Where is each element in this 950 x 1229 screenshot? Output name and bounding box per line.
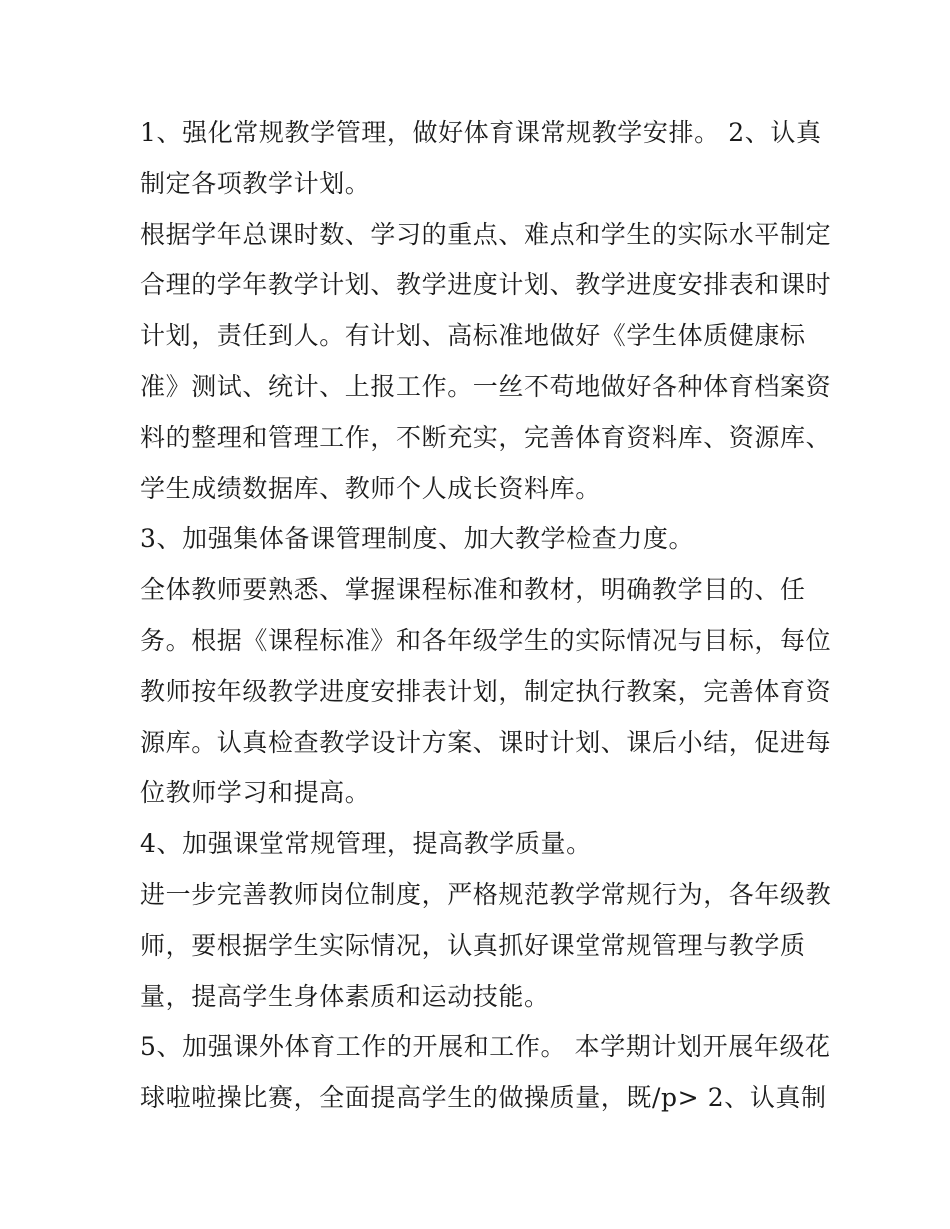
text-line: 务。根据《课程标准》和各年级学生的实际情况与目标，每位 [140,625,832,655]
section-heading: 5、加强课外体育工作的开展和工作。 本学期计划开展年级花 [140,1032,831,1062]
text-line: 计划，责任到人。有计划、高标准地做好《学生体质健康标 [140,321,806,351]
text-line: 师，要根据学生实际情况，认真抓好课堂常规管理与教学质 [140,930,806,960]
text-line: 源库。认真检查教学设计方案、课时计划、课后小结，促进每 [140,727,832,757]
text-line: 量，提高学生身体素质和运动技能。 [140,981,550,1011]
text-line: 位教师学习和提高。 [140,778,371,808]
section-heading: 4、加强课堂常规管理，提高教学质量。 [140,829,592,859]
section-heading: 3、加强集体备课管理制度、加大教学检查力度。 [140,524,695,554]
text-line: 合理的学年教学计划、教学进度计划、教学进度安排表和课时 [140,270,832,300]
document-body [140,108,832,1124]
text-line: 球啦啦操比赛，全面提高学生的做操质量，既/p> 2、认真制 [140,1083,827,1113]
text-line: 1、强化常规教学管理，做好体育课常规教学安排。 2、认真 [140,118,822,147]
text-line: 制定各项教学计划。 [140,168,371,198]
text-line: 料的整理和管理工作，不断充实，完善体育资料库、资源库、 [140,422,832,452]
text-line: 准》测试、统计、上报工作。一丝不苟地做好各种体育档案资 [140,371,832,401]
text-line: 根据学年总课时数、学习的重点、难点和学生的实际水平制定 [140,219,832,249]
text-line: 进一步完善教师岗位制度，严格规范教学常规行为，各年级教 [140,879,832,909]
text-line: 全体教师要熟悉、掌握课程标准和教材，明确教学目的、任 [140,575,806,605]
text-line: 教师按年级教学进度安排表计划，制定执行教案，完善体育资 [140,676,832,706]
text-line: 学生成绩数据库、教师个人成长资料库。 [140,473,601,503]
